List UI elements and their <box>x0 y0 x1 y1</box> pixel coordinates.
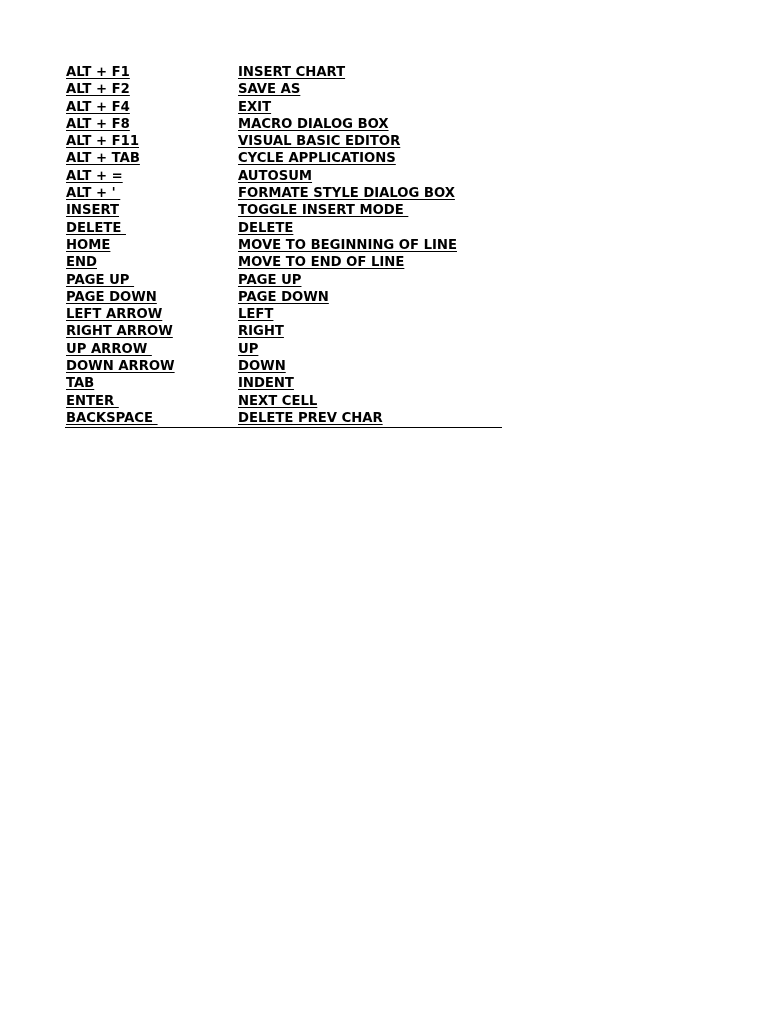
shortcut-key: UP ARROW <box>66 341 152 357</box>
shortcut-key-cell <box>65 341 237 358</box>
shortcut-key-cell <box>65 410 237 428</box>
shortcut-action-cell <box>237 358 502 375</box>
table-row <box>65 133 502 150</box>
shortcut-key: HOME <box>66 237 111 253</box>
shortcut-key: DELETE <box>66 220 126 236</box>
shortcut-key: INSERT <box>66 203 120 219</box>
table-row <box>65 341 502 358</box>
shortcut-key-cell <box>65 375 237 392</box>
shortcut-action-cell <box>237 254 502 271</box>
table-row <box>65 202 502 219</box>
table-row <box>65 375 502 392</box>
shortcut-key-cell <box>65 358 237 375</box>
table-row <box>65 272 502 289</box>
shortcut-key: PAGE DOWN <box>66 289 157 305</box>
shortcut-key: ALT + F11 <box>66 134 140 150</box>
shortcut-action: EXIT <box>238 99 272 115</box>
shortcut-action-cell <box>237 237 502 254</box>
table-row <box>65 358 502 375</box>
shortcut-key: DOWN ARROW <box>66 359 175 375</box>
shortcut-key-cell <box>65 306 237 323</box>
shortcut-key-cell <box>65 272 237 289</box>
shortcut-action: INSERT CHART <box>238 65 346 80</box>
shortcut-action: MOVE TO BEGINNING OF LINE <box>238 237 457 253</box>
shortcut-action-cell <box>237 133 502 150</box>
shortcut-key-cell <box>65 220 237 237</box>
shortcut-key: TAB <box>66 376 95 392</box>
shortcut-action-cell <box>237 410 502 428</box>
shortcut-key-cell <box>65 168 237 185</box>
shortcut-action: DELETE <box>238 220 294 236</box>
shortcut-key-cell <box>65 393 237 410</box>
shortcut-key-cell <box>65 323 237 340</box>
shortcut-key-cell <box>65 289 237 306</box>
shortcut-key: ALT + F2 <box>66 82 130 98</box>
shortcut-action-cell <box>237 323 502 340</box>
shortcut-key-cell <box>65 202 237 219</box>
table-row <box>65 237 502 254</box>
shortcut-action: RIGHT <box>238 324 284 340</box>
shortcut-action: AUTOSUM <box>238 168 313 184</box>
shortcut-action: PAGE DOWN <box>238 289 329 305</box>
shortcut-action: INDENT <box>238 376 294 392</box>
shortcut-key-cell <box>65 185 237 202</box>
shortcut-action: CYCLE APPLICATIONS <box>238 151 396 167</box>
shortcut-action-cell <box>237 272 502 289</box>
shortcut-action: PAGE UP <box>238 272 302 288</box>
shortcut-action-cell <box>237 168 502 185</box>
shortcut-key: BACKSPACE <box>66 410 158 426</box>
shortcut-key-cell <box>65 150 237 167</box>
table-row <box>65 306 502 323</box>
table-row <box>65 393 502 410</box>
shortcut-action: DELETE PREV CHAR <box>238 410 383 426</box>
table-row <box>65 116 502 133</box>
shortcut-key: ALT + TAB <box>66 151 140 167</box>
shortcut-action: FORMATE STYLE DIALOG BOX <box>238 186 455 202</box>
shortcut-key-cell <box>65 237 237 254</box>
shortcut-key-cell <box>65 116 237 133</box>
shortcut-key: ALT + F4 <box>66 99 130 115</box>
shortcut-action: TOGGLE INSERT MODE <box>238 203 409 219</box>
table-row <box>65 254 502 271</box>
shortcut-action-cell <box>237 341 502 358</box>
shortcut-table-body <box>65 64 502 428</box>
shortcut-action: LEFT <box>238 307 274 323</box>
shortcut-key: PAGE UP <box>66 272 135 288</box>
shortcut-key: ALT + F8 <box>66 116 130 132</box>
table-row <box>65 323 502 340</box>
shortcut-action-cell <box>237 81 502 98</box>
shortcut-action-cell <box>237 202 502 219</box>
table-row <box>65 410 502 428</box>
table-row <box>65 64 502 81</box>
shortcut-action: VISUAL BASIC EDITOR <box>238 134 401 150</box>
table-row <box>65 150 502 167</box>
shortcut-key-cell <box>65 254 237 271</box>
table-row <box>65 220 502 237</box>
table-row <box>65 185 502 202</box>
shortcut-key-cell <box>65 133 237 150</box>
table-row <box>65 81 502 98</box>
shortcut-key-cell <box>65 64 237 81</box>
shortcut-action-cell <box>237 375 502 392</box>
table-row <box>65 289 502 306</box>
shortcut-action: MACRO DIALOG BOX <box>238 116 389 132</box>
shortcut-action: NEXT CELL <box>238 393 318 409</box>
shortcut-action: UP <box>238 341 259 357</box>
shortcut-action-cell <box>237 99 502 116</box>
table-row <box>65 99 502 116</box>
shortcut-action-cell <box>237 116 502 133</box>
shortcut-key: RIGHT ARROW <box>66 324 173 340</box>
shortcut-table <box>65 64 502 428</box>
shortcut-key: ALT + F1 <box>66 65 130 80</box>
shortcut-action-cell <box>237 64 502 81</box>
shortcut-action: SAVE AS <box>238 82 301 98</box>
table-row <box>65 168 502 185</box>
shortcut-action: DOWN <box>238 359 286 375</box>
shortcut-key: END <box>66 255 97 271</box>
shortcut-key-cell <box>65 81 237 98</box>
shortcut-key: ENTER <box>66 393 119 409</box>
shortcut-key: LEFT ARROW <box>66 307 163 323</box>
shortcut-action-cell <box>237 393 502 410</box>
shortcut-action-cell <box>237 306 502 323</box>
shortcut-key-cell <box>65 99 237 116</box>
shortcut-action-cell <box>237 220 502 237</box>
shortcut-action-cell <box>237 150 502 167</box>
shortcut-action-cell <box>237 185 502 202</box>
shortcut-action: MOVE TO END OF LINE <box>238 255 405 271</box>
shortcut-key: ALT + ' <box>66 186 121 202</box>
shortcut-key: ALT + = <box>66 168 123 184</box>
shortcut-action-cell <box>237 289 502 306</box>
